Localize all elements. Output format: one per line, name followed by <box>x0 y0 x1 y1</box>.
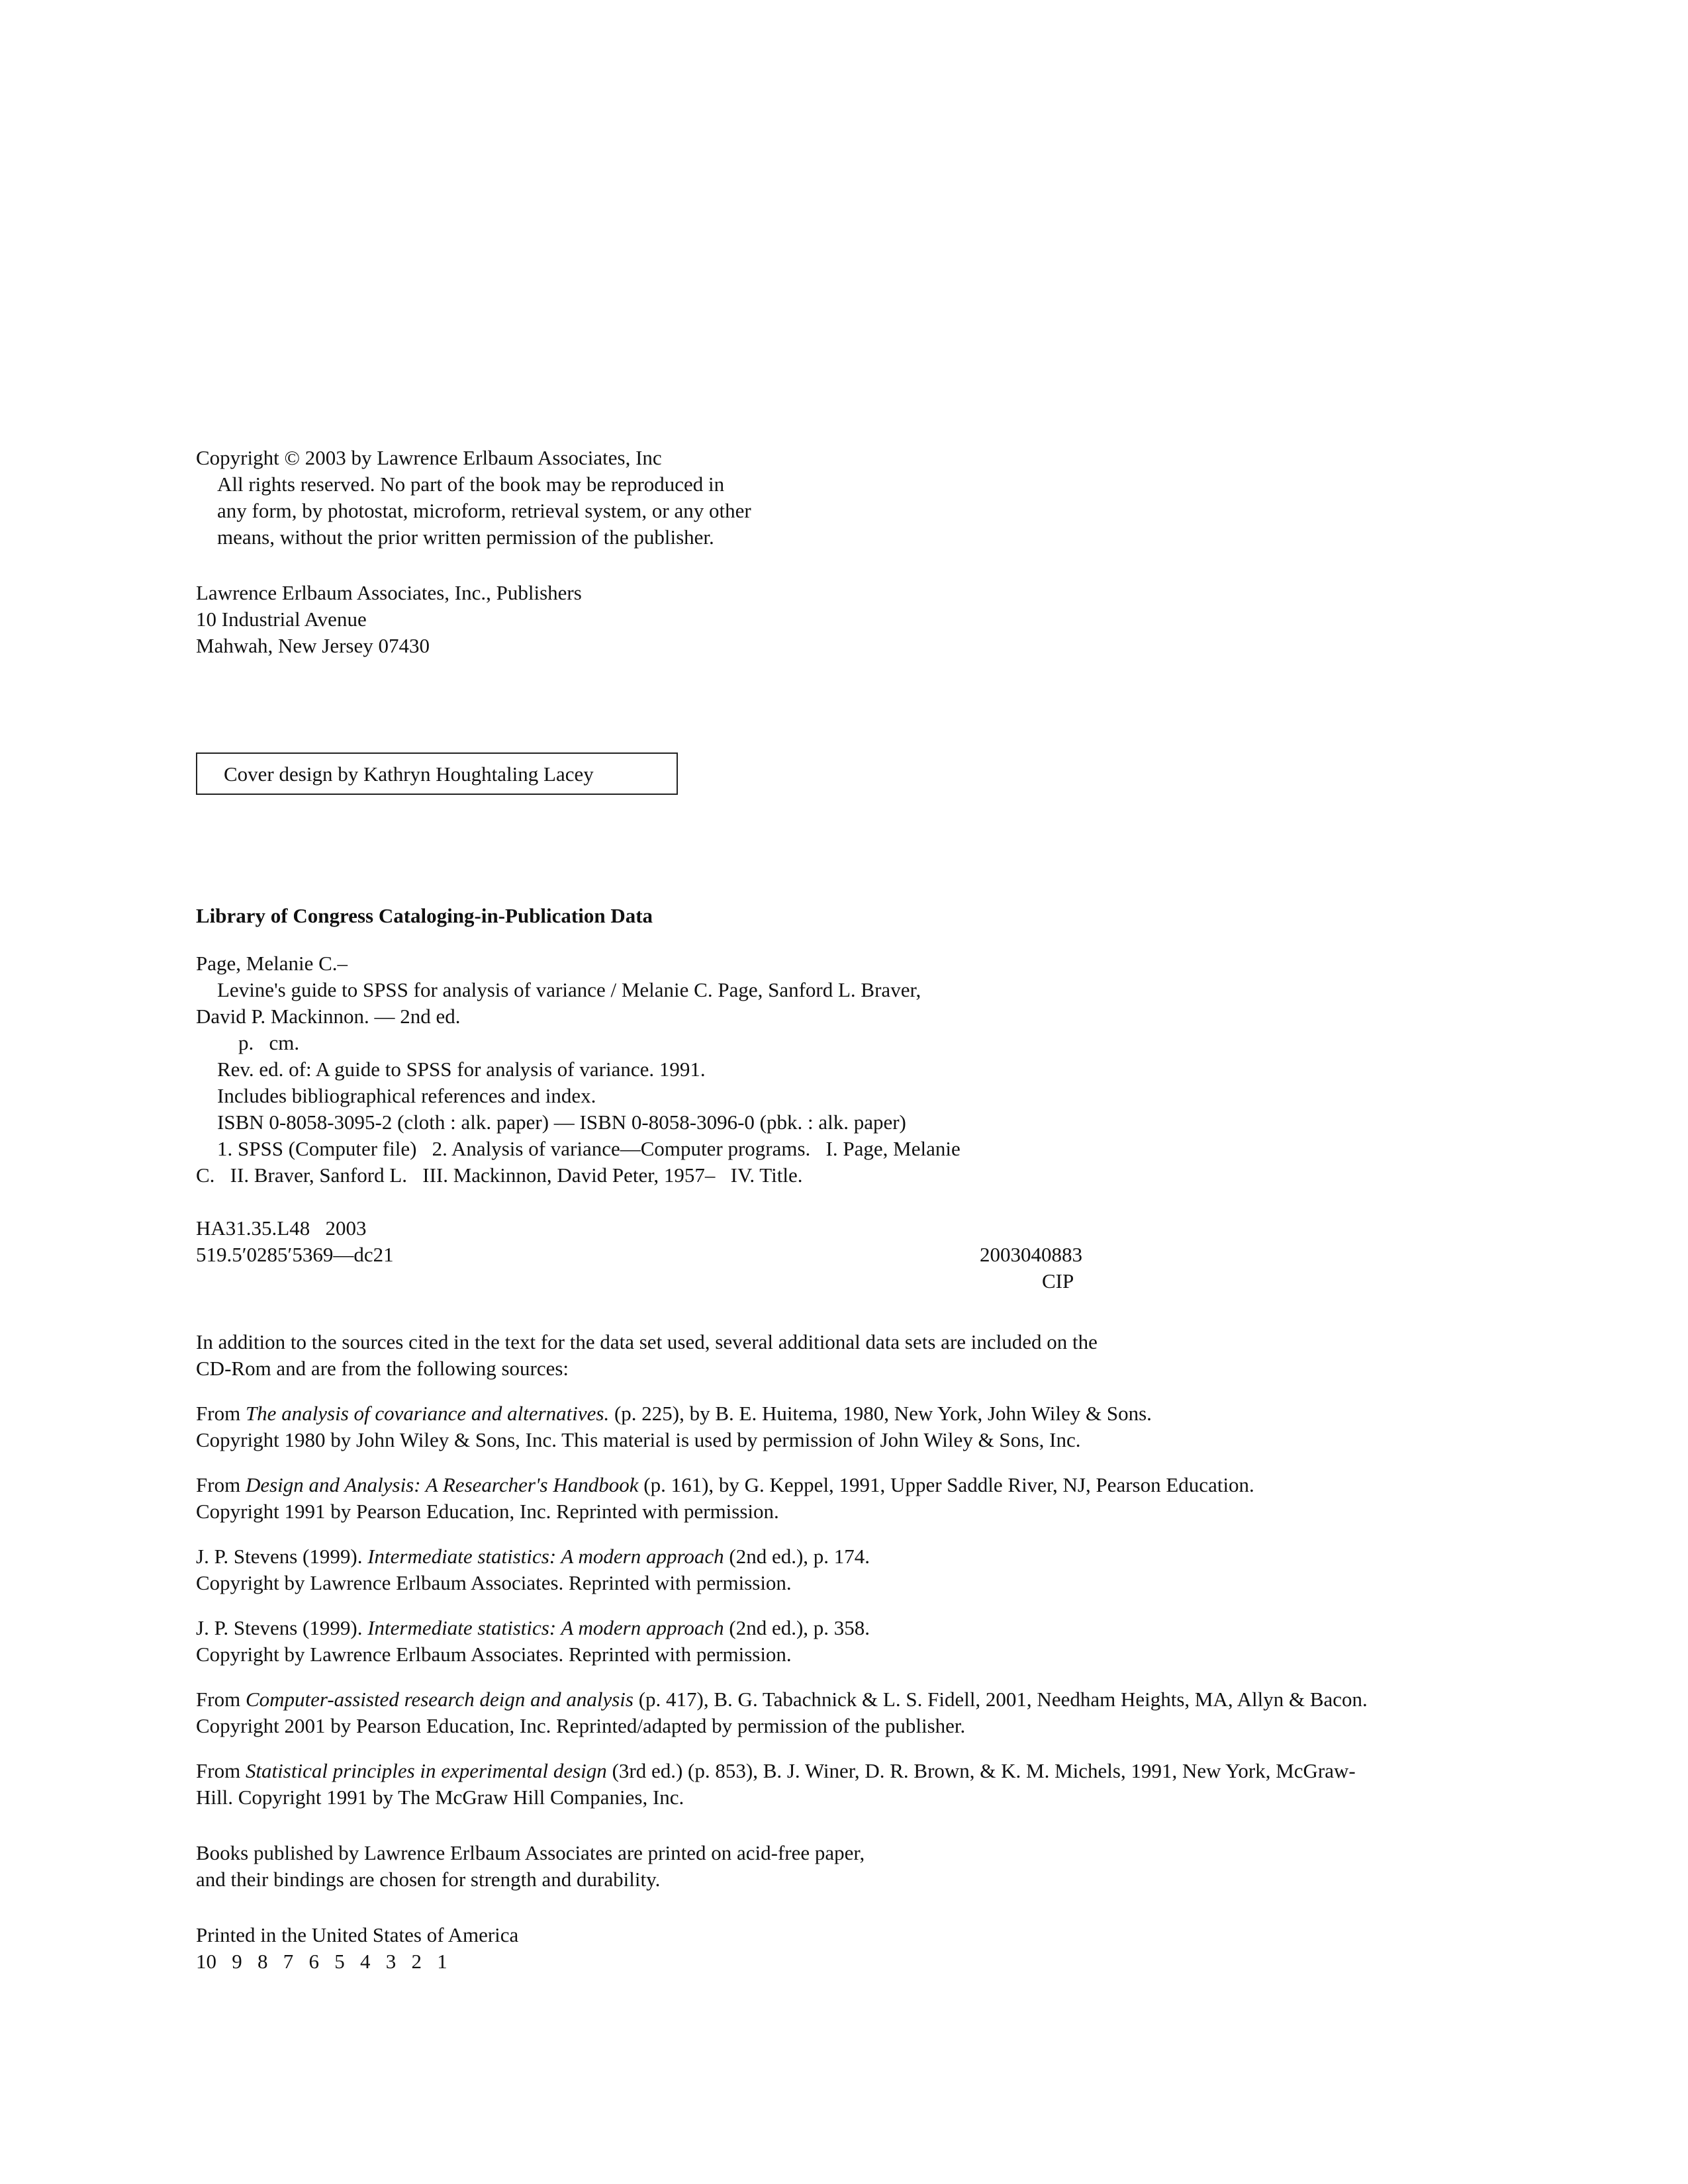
source-prefix: From <box>196 1759 246 1782</box>
cip-isbn: ISBN 0-8058-3095-2 (cloth : alk. paper) — ISBN 0-8058-3096-0 (pbk. : alk. paper) <box>217 1111 906 1134</box>
printing-number-line: 10 9 8 7 6 5 4 3 2 1 <box>196 1950 447 1973</box>
source-prefix: From <box>196 1473 246 1496</box>
cip-pages: p. cm. <box>238 1031 300 1054</box>
copyright-line: Copyright © 2003 by Lawrence Erlbaum Associates, Inc <box>196 446 662 469</box>
paper-note-line-2: and their bindings are chosen for strength and durability. <box>196 1868 661 1891</box>
lccn: 2003040883 <box>980 1243 1082 1266</box>
rights-line-2: any form, by photostat, microform, retrieval system, or any other <box>217 499 751 522</box>
source-copyright: Copyright 1980 by John Wiley & Sons, Inc. This material is used by permission of John Wiley & Sons, Inc. <box>196 1428 1081 1451</box>
source-details: (p. 225), by B. E. Huitema, 1980, New York, John Wiley & Sons. <box>609 1402 1152 1425</box>
rights-line-3: means, without the prior written permission of the publisher. <box>217 525 714 549</box>
source-entry <box>196 1758 1356 1784</box>
source-entry <box>196 1472 1254 1498</box>
rights-line-1: All rights reserved. No part of the book may be reproduced in <box>217 473 725 496</box>
source-title: The analysis of covariance and alternatives. <box>245 1402 610 1425</box>
source-copyright: Hill. Copyright 1991 by The McGraw Hill Companies, Inc. <box>196 1786 684 1809</box>
source-prefix: From <box>196 1688 246 1711</box>
source-title: Intermediate statistics: A modern approach <box>367 1616 724 1639</box>
source-entry <box>196 1543 870 1570</box>
cip-includes: Includes bibliographical references and index. <box>217 1084 596 1107</box>
cip-subjects-line-2: C. II. Braver, Sanford L. III. Mackinnon, David Peter, 1957– IV. Title. <box>196 1163 803 1187</box>
cip-title-line-2: David P. Mackinnon. — 2nd ed. <box>196 1005 461 1028</box>
printed-in: Printed in the United States of America <box>196 1923 519 1946</box>
source-details: (p. 161), by G. Keppel, 1991, Upper Saddle River, NJ, Pearson Education. <box>638 1473 1254 1496</box>
source-details: (2nd ed.), p. 358. <box>724 1616 870 1639</box>
source-entry <box>196 1400 1152 1427</box>
cover-design-box <box>196 752 678 795</box>
cip-rev: Rev. ed. of: A guide to SPSS for analysis of variance. 1991. <box>217 1058 706 1081</box>
source-title: Computer-assisted research deign and analysis <box>245 1688 633 1711</box>
cip-heading: Library of Congress Cataloging-in-Publication Data <box>196 904 653 927</box>
source-copyright: Copyright by Lawrence Erlbaum Associates. Reprinted with permission. <box>196 1571 792 1594</box>
paper-note-line-1: Books published by Lawrence Erlbaum Associates are printed on acid-free paper, <box>196 1841 865 1864</box>
source-entry <box>196 1615 870 1641</box>
source-prefix: J. P. Stevens (1999). <box>196 1545 368 1568</box>
source-details: (2nd ed.), p. 174. <box>724 1545 870 1568</box>
cip-label: CIP <box>1042 1269 1074 1293</box>
sources-intro-line-1: In addition to the sources cited in the text for the data set used, several additional data sets are included on the <box>196 1330 1098 1353</box>
source-title: Intermediate statistics: A modern approach <box>367 1545 724 1568</box>
source-details: (3rd ed.) (p. 853), B. J. Winer, D. R. Brown, & K. M. Michels, 1991, New York, McGraw- <box>606 1759 1356 1782</box>
source-title: Statistical principles in experimental design <box>245 1759 607 1782</box>
cip-title-line-1: Levine's guide to SPSS for analysis of variance / Melanie C. Page, Sanford L. Braver, <box>217 978 921 1001</box>
cover-design-credit: Cover design by Kathryn Houghtaling Lacey <box>224 762 594 786</box>
sources-intro-line-2: CD-Rom and are from the following sources: <box>196 1357 569 1380</box>
publisher-name: Lawrence Erlbaum Associates, Inc., Publishers <box>196 581 582 604</box>
publisher-street: 10 Industrial Avenue <box>196 608 367 631</box>
source-prefix: J. P. Stevens (1999). <box>196 1616 368 1639</box>
source-title: Design and Analysis: A Researcher's Handbook <box>245 1473 639 1496</box>
source-entry <box>196 1686 1368 1713</box>
source-prefix: From <box>196 1402 246 1425</box>
source-copyright: Copyright by Lawrence Erlbaum Associates. Reprinted with permission. <box>196 1643 792 1666</box>
source-copyright: Copyright 1991 by Pearson Education, Inc. Reprinted with permission. <box>196 1500 779 1523</box>
cip-subjects-line-1: 1. SPSS (Computer file) 2. Analysis of variance—Computer programs. I. Page, Melanie <box>217 1137 961 1160</box>
dewey-classification: 519.5′0285′5369—dc21 <box>196 1243 394 1266</box>
lc-classification: HA31.35.L48 2003 <box>196 1216 367 1240</box>
source-details: (p. 417), B. G. Tabachnick & L. S. Fidell, 2001, Needham Heights, MA, Allyn & Bacon. <box>633 1688 1368 1711</box>
source-copyright: Copyright 2001 by Pearson Education, Inc. Reprinted/adapted by permission of the publisher. <box>196 1714 966 1737</box>
cip-author: Page, Melanie C.– <box>196 952 348 975</box>
publisher-city: Mahwah, New Jersey 07430 <box>196 634 430 657</box>
